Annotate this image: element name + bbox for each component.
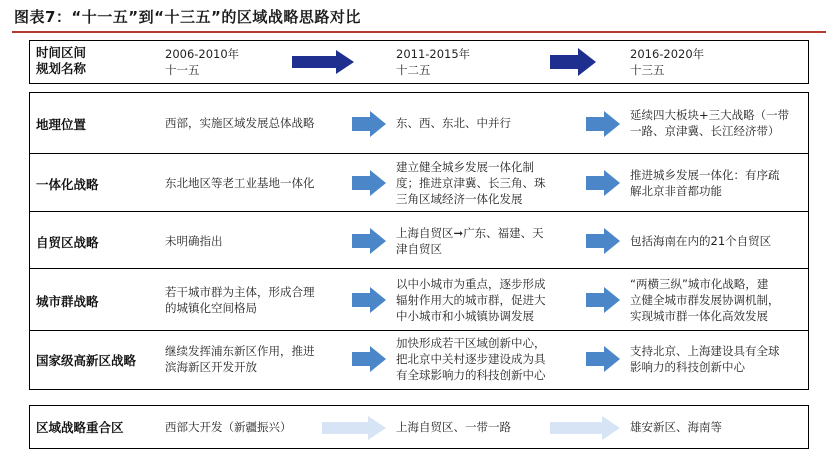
title-rule — [12, 31, 826, 33]
header-box — [29, 40, 809, 84]
period-1-years: 2006-2010年 — [165, 47, 240, 61]
period-2-years: 2011-2015年 — [396, 47, 471, 61]
overlap-label: 区域战略重合区 — [36, 420, 124, 435]
row-arrow — [586, 170, 620, 196]
overlap-arrow-1 — [322, 416, 386, 440]
table-row — [30, 331, 808, 388]
period-3 — [630, 46, 704, 78]
row-cell-c2: 东、西、东北、中并行 — [396, 116, 511, 130]
row-cell-c1: 未明确指出 — [165, 234, 223, 248]
period-1-plan: 十一五 — [165, 63, 200, 77]
period-3-years: 2016-2020年 — [630, 47, 705, 61]
table-row — [30, 93, 808, 154]
comparison-table — [29, 92, 809, 390]
row-arrow — [352, 228, 386, 254]
row-label: 地理位置 — [36, 117, 87, 132]
row-cell-c3: 推进城乡发展一体化：有序疏 解北京非首都功能 — [630, 168, 780, 198]
row-cell-c2: 加快形成若干区域创新中心， 把北京中关村逐步建设成为具 有全球影响力的科技创新中心 — [396, 336, 546, 382]
row-arrow — [352, 287, 386, 313]
row-cell-c2: 以中小城市为重点，逐步形成 辐射作用大的城市群，促进大 中小城市和小城镇协调发展 — [396, 277, 546, 323]
row-arrow — [352, 346, 386, 372]
row-cell-c1: 若干城市群为主体，形成合理 的城镇化空间格局 — [165, 285, 315, 315]
header-arrow-1 — [292, 50, 354, 74]
row-arrow — [586, 228, 620, 254]
row-cell-c3: 包括海南在内的21个自贸区 — [630, 234, 772, 248]
overlap-cell-c3: 雄安新区、海南等 — [630, 420, 722, 434]
row-cell-c2: 上海自贸区➞广东、福建、天 津自贸区 — [396, 226, 544, 256]
header-label — [36, 45, 86, 77]
row-arrow — [586, 287, 620, 313]
table-row — [30, 154, 808, 212]
header-label-line2: 规划名称 — [36, 61, 87, 76]
row-arrow — [352, 111, 386, 137]
period-2 — [396, 46, 470, 78]
row-cell-c1: 东北地区等老工业基地一体化 — [165, 176, 315, 190]
row-label: 城市群战略 — [36, 294, 99, 309]
figure-title: 图表7：“十一五”到“十三五”的区域战略思路对比 — [14, 8, 361, 26]
overlap-box — [29, 405, 809, 449]
row-cell-c1: 继续发挥浦东新区作用，推进 滨海新区开发开放 — [165, 344, 315, 374]
overlap-cell-c2: 上海自贸区、一带一路 — [396, 420, 511, 434]
row-cell-c2: 建立健全城乡发展一体化制 度；推进京津冀、长三角、珠 三角区域经济一体化发展 — [396, 160, 546, 206]
row-arrow — [586, 346, 620, 372]
overlap-arrow-2 — [550, 416, 620, 440]
row-arrow — [352, 170, 386, 196]
row-cell-c1: 西部，实施区域发展总体战略 — [165, 116, 315, 130]
row-label: 一体化战略 — [36, 177, 99, 192]
table-row — [30, 269, 808, 331]
row-label: 自贸区战略 — [36, 235, 99, 250]
row-arrow — [586, 111, 620, 137]
period-3-plan: 十三五 — [630, 63, 665, 77]
row-cell-c3: 支持北京、上海建设具有全球 影响力的科技创新中心 — [630, 344, 780, 374]
row-cell-c3: 延续四大板块+三大战略（一带 一路、京津冀、长江经济带） — [630, 108, 790, 138]
row-label: 国家级高新区战略 — [36, 353, 137, 368]
header-arrow-2 — [550, 48, 596, 76]
row-cell-c3: “两横三纵”城市化战略，建 立健全城市群发展协调机制， 实现城市群一体化高效发展 — [630, 277, 780, 323]
period-1 — [165, 46, 239, 78]
overlap-cell-c1: 西部大开发（新疆振兴） — [165, 420, 292, 434]
table-row — [30, 212, 808, 269]
period-2-plan: 十二五 — [396, 63, 431, 77]
header-label-line1: 时间区间 — [36, 45, 87, 60]
